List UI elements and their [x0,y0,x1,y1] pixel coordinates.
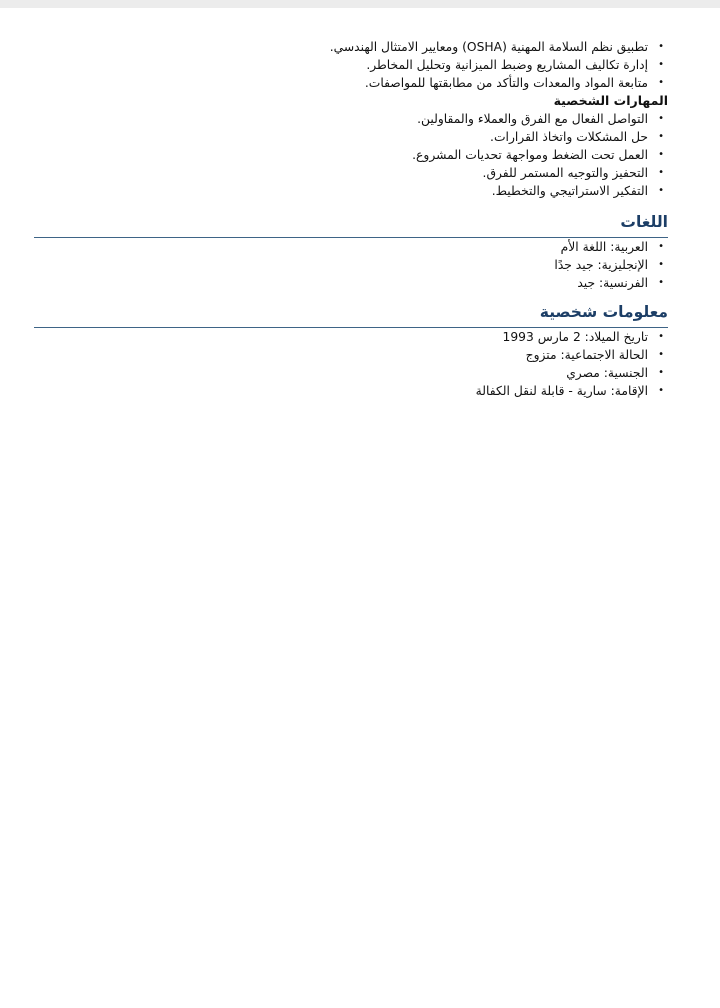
experience-list [34,38,668,92]
personal-info-heading: معلومات شخصية [34,302,668,328]
list-item: • تطبيق نظم السلامة المهنية (OSHA) ومعايير الامتثال الهندسي. [34,38,668,56]
list-item: • متابعة المواد والمعدات والتأكد من مطابقتها للمواصفات. [34,74,668,92]
soft-skills-list [34,110,668,200]
list-item: • التحفيز والتوجيه المستمر للفرق. [34,164,668,182]
top-edge-strip [0,0,720,8]
personal-info-list [34,328,668,400]
languages-heading: اللغات [34,212,668,238]
list-item: • التفكير الاستراتيجي والتخطيط. [34,182,668,200]
list-item: • الفرنسية: جيد [34,274,668,292]
list-item: • تاريخ الميلاد: 2 مارس 1993 [34,328,668,346]
list-item: • العمل تحت الضغط ومواجهة تحديات المشروع. [34,146,668,164]
list-item: • العربية: اللغة الأم [34,238,668,256]
list-item: • حل المشكلات واتخاذ القرارات. [34,128,668,146]
list-item: • الإنجليزية: جيد جدًا [34,256,668,274]
list-item: • التواصل الفعال مع الفرق والعملاء والمقاولين. [34,110,668,128]
cv-page [34,38,668,400]
list-item: • الجنسية: مصري [34,364,668,382]
soft-skills-heading: المهارات الشخصية [553,93,668,108]
list-item: • الإقامة: سارية - قابلة لنقل الكفالة [34,382,668,400]
list-item: • الحالة الاجتماعية: متزوج [34,346,668,364]
languages-list [34,238,668,292]
list-item: • إدارة تكاليف المشاريع وضبط الميزانية وتحليل المخاطر. [34,56,668,74]
